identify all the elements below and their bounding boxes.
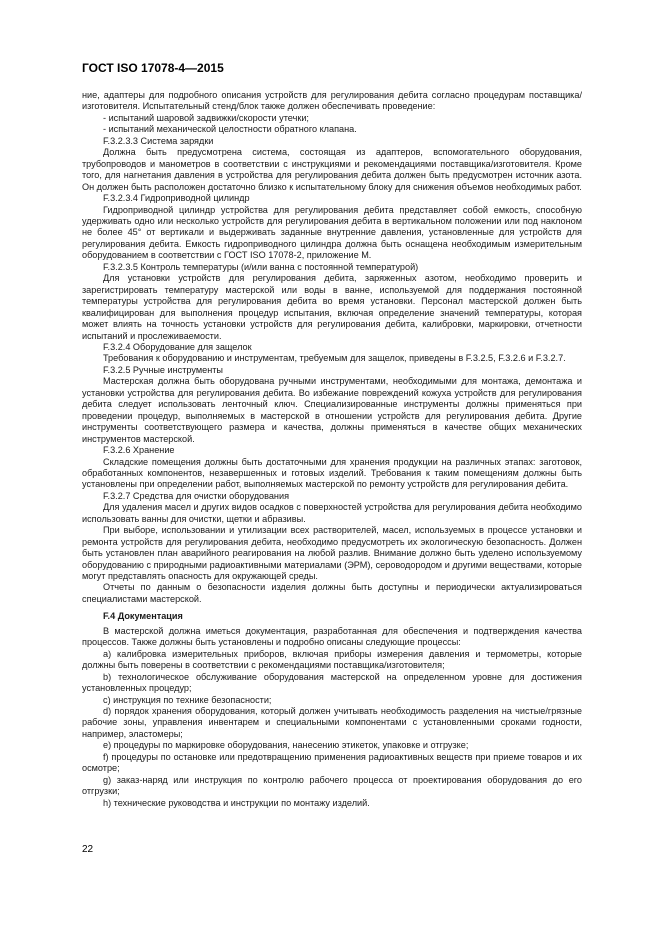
list-item: с) инструкция по технике безопасности;	[103, 694, 272, 705]
list-item: e) процедуры по маркировке оборудования, нанесению этикеток, упаковке и отгрузке;	[103, 740, 469, 751]
list-item: а) калибровка измерительных приборов, включая приборы измерения давления и термометры, которые должны быть поверены в соответствии с рекомендациями поставщика/изготовителя;	[82, 648, 582, 671]
list-item: - испытаний шаровой задвижки/скорости утечки;	[103, 112, 309, 123]
clause-heading: F.3.2.4 Оборудование для защелок	[103, 341, 252, 352]
paragraph: В мастерской должна иметься документация, разработанная для обеспечения и подтверждения качества процессов. Также должны быть установлены и подробно описаны следующие процессы:	[82, 625, 582, 648]
section-heading: F.4 Документация	[103, 611, 183, 622]
list-item: f) процедуры по остановке или предотвращению применения радиоактивных веществ при приеме товаров и их осмотре;	[82, 751, 582, 774]
clause-heading: F.3.2.3.3 Система зарядки	[103, 135, 214, 146]
paragraph: Гидроприводной цилиндр устройства для регулирования дебита представляет собой емкость, способную удерживать одно или несколько устройств для регулирования дебита в вертикальном положении или под наклоном не более 45° от вертикали и выдерживать заданные внутренние давления, установленные для устройств для регулирования дебита. Емкость гидроприводного цилиндра должна быть оснащена необходимым измерительным оборудованием в соответствии с ГОСТ ISO 17078-2, приложение М.	[82, 204, 582, 261]
paragraph: При выборе, использовании и утилизации всех растворителей, масел, используемых в процессе установки и ремонта устройств для регулирования дебита, необходимо предусмотреть их экологическую безопасность. Должен быть установлен план аварийного реагирования на любой разлив. Внимание должно быть уделено используемому оборудованию с природными радиоактивными материалами (ЭРМ), сероводородом и другими веществами, которые могут представлять опасность для окружающей среды.	[82, 525, 582, 582]
paragraph: Складские помещения должны быть достаточными для хранения продукции на различных этапах: заготовок, обработанных компонентов, незавершенных и готовых изделий. Требования к таким помещениям должны быть установлены при определении работ, выполняемых мастерской по ремонту устройств для регулирования дебита.	[82, 456, 582, 490]
paragraph: Требования к оборудованию и инструментам, требуемым для защелок, приведены в F.3.2.5, F.3.2.6 и F.3.2.7.	[103, 353, 566, 364]
clause-heading: F.3.2.3.5 Контроль температуры (и/или ванна с постоянной температурой)	[103, 261, 419, 272]
list-item: g) заказ-наряд или инструкция по контролю рабочего процесса от проектирования оборудования до его отгрузки;	[82, 774, 582, 797]
page-number: 22	[82, 844, 94, 855]
paragraph: Для удаления масел и других видов осадков с поверхностей устройства для регулирования дебита необходимо использовать ванны для очистки, щетки и абразивы.	[82, 502, 582, 524]
paragraph: Отчеты по данным о безопасности изделия должны быть доступны и периодически актуализироваться специалистами мастерской.	[82, 582, 582, 604]
clause-heading: F.3.2.5 Ручные инструменты	[103, 364, 223, 375]
paragraph-continuation: ние, адаптеры для подробного описания устройств для регулирования дебита согласно процедурам поставщика/изготовителя. Испытательный стенд/блок также должен обеспечивать проведение:	[82, 90, 582, 112]
paragraph: Для установки устройств для регулирования дебита, заряженных азотом, необходимо проверить и зарегистрировать температуру мастерской или воды в ванне, используемой для поддержания постоянной температуры устройства для регулирования дебита во время установки. Персонал мастерской должен быть квалифицирован для выполнения процедур испытания, включая определение значений температуры, которая может влиять на точность установки устройств для регулирования дебита, калибровки, маркировки, отчетности испытаний и прослеживаемости.	[82, 273, 582, 341]
clause-heading: F.3.2.7 Средства для очистки оборудования	[103, 490, 290, 501]
clause-heading: F.3.2.3.4 Гидроприводной цилиндр	[103, 193, 250, 204]
list-item: d) порядок хранения оборудования, который должен учитывать необходимость разделения на чистые/грязные рабочие зоны, управления инвентарем и специальными компонентами с установленными сроками годности, например, эластомеры;	[82, 706, 582, 739]
clause-heading: F.3.2.6 Хранение	[103, 445, 175, 456]
list-item: - испытаний механической целостности обратного клапана.	[103, 124, 357, 135]
paragraph: Мастерская должна быть оборудована ручными инструментами, необходимыми для монтажа, демонтажа и установки устройства для регулирования дебита. Во избежание повреждений кожуха устройств для регулирования дебита следует использовать ленточный ключ. Специализированные инструменты должны применяться при проведении процедур, выполняемых в мастерской в отношении устройств для регулирования дебита. Другие инструменты соответствующего размера и качества, должны применяться в качестве общих механических инструментов мастерской.	[82, 376, 582, 444]
list-item: b) технологическое обслуживание оборудования мастерской на определенном уровне для достижения установленных процедур;	[82, 671, 582, 694]
paragraph: Должна быть предусмотрена система, состоящая из адаптеров, вспомогательного оборудования, трубопроводов и манометров в соответствии с инструкциями и рекомендациями поставщика/изготовителя. Кроме того, для нагнетания давления в устройства для регулирования дебита должен быть предусмотрен источник азота. Он должен быть расположен достаточно близко к испытательному блоку для снижения объемов необходимых работ.	[82, 147, 582, 192]
document-body	[82, 90, 582, 809]
standard-header: ГОСТ ISO 17078-4—2015	[82, 61, 224, 75]
list-item: h) технические руководства и инструкции по монтажу изделий.	[103, 797, 370, 808]
